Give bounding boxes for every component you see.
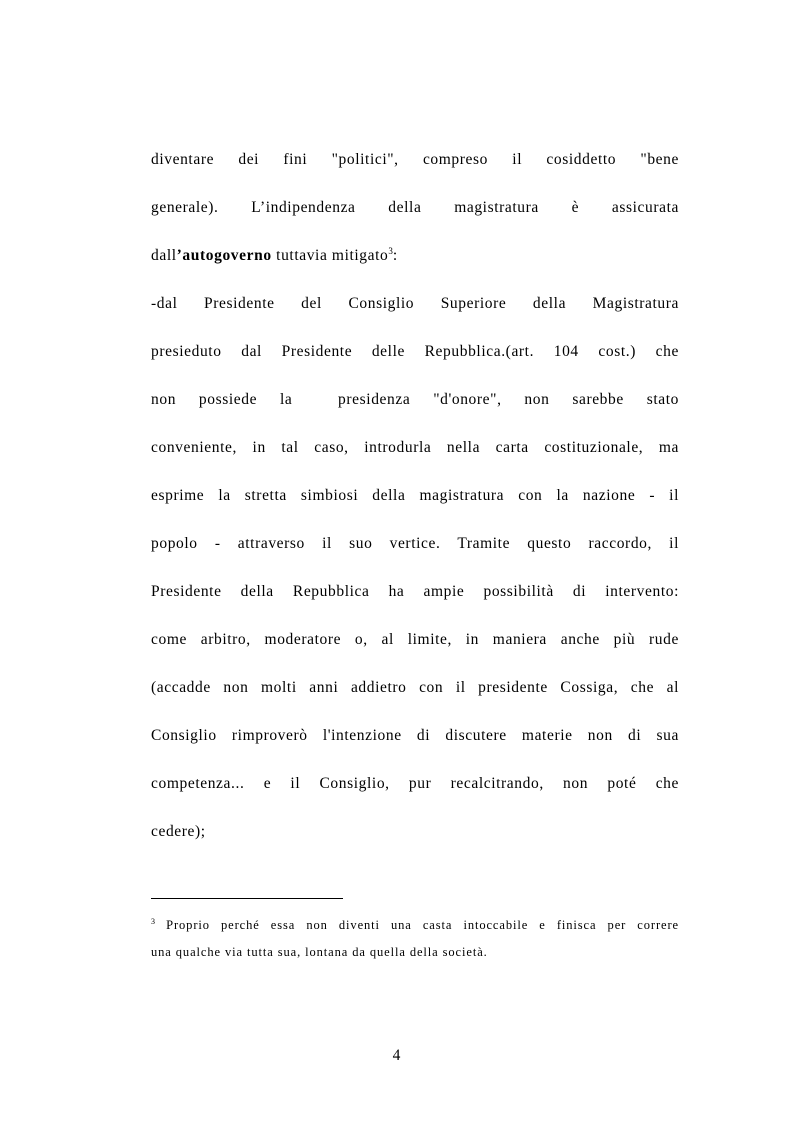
body-line-5: presieduto dal Presidente delle Repubblica.(art. 104 cost.) che bbox=[151, 343, 679, 360]
body-line-15: cedere); bbox=[151, 823, 206, 840]
body-line-6: non possiede la presidenza "d'onore", non sarebbe stato bbox=[151, 391, 679, 408]
body-line-14: competenza... e il Consiglio, pur recalcitrando, non poté che bbox=[151, 775, 679, 792]
body-line-2: generale). L’indipendenza della magistratura è assicurata bbox=[151, 199, 679, 216]
body-line-11: come arbitro, moderatore o, al limite, in maniera anche più rude bbox=[151, 631, 679, 648]
footnote-reference: 3 bbox=[388, 245, 393, 256]
body-line-3-prefix: dall bbox=[151, 247, 177, 264]
footnote-separator bbox=[151, 898, 343, 899]
footnote-number: 3 bbox=[151, 916, 155, 926]
footnote-line-2: una qualche via tutta sua, lontana da quella della società. bbox=[151, 945, 488, 959]
bold-term-autogoverno: ’autogoverno bbox=[176, 247, 272, 264]
body-line-3 bbox=[151, 246, 679, 266]
body-line-8: esprime la stretta simbiosi della magistratura con la nazione - il bbox=[151, 487, 679, 504]
body-line-3-end: : bbox=[392, 247, 398, 264]
body-line-3-suffix: tuttavia mitigato bbox=[271, 247, 389, 264]
body-line-7: conveniente, in tal caso, introdurla nella carta costituzionale, ma bbox=[151, 439, 679, 456]
footnote-text-1: Proprio perché essa non diventi una casta intoccabile e finisca per correre bbox=[155, 918, 679, 932]
body-line-4: -dal Presidente del Consiglio Superiore della Magistratura bbox=[151, 295, 679, 312]
body-line-10: Presidente della Repubblica ha ampie possibilità di intervento: bbox=[151, 583, 679, 600]
body-line-1: diventare dei fini "politici", compreso il cosiddetto "bene bbox=[151, 151, 679, 168]
page-number: 4 bbox=[392, 1047, 401, 1064]
footnote-line-1 bbox=[151, 917, 679, 933]
body-line-12: (accadde non molti anni addietro con il presidente Cossiga, che al bbox=[151, 679, 679, 696]
body-line-13: Consiglio rimproverò l'intenzione di discutere materie non di sua bbox=[151, 727, 679, 744]
body-line-9: popolo - attraverso il suo vertice. Tramite questo raccordo, il bbox=[151, 535, 679, 552]
